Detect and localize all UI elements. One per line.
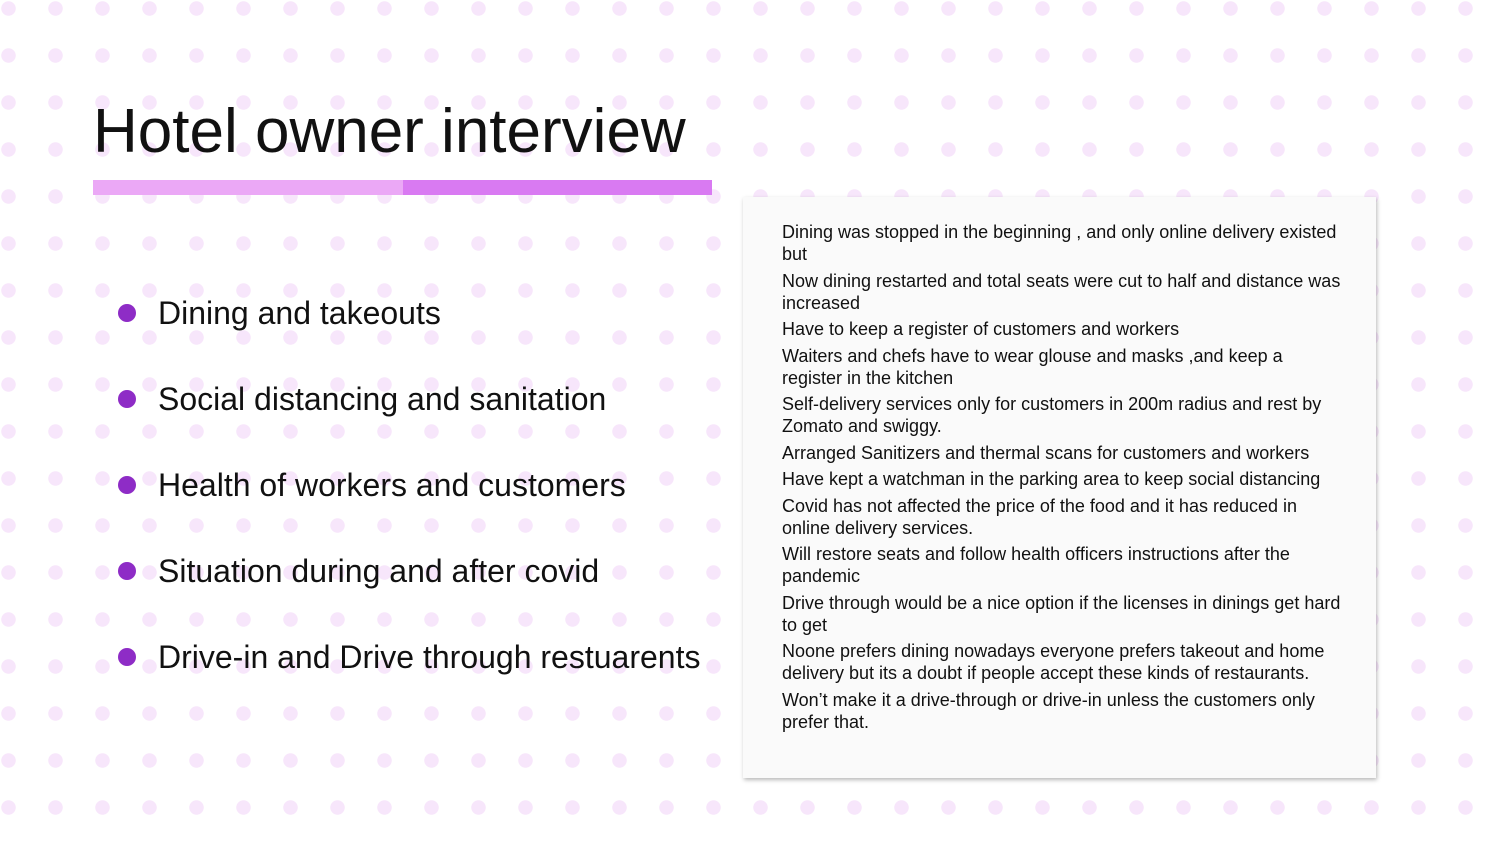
bullet-icon xyxy=(118,390,136,408)
note-item: Drive through would be a nice option if the licenses in dinings get hard to get xyxy=(782,592,1341,635)
note-item: Dining was stopped in the beginning , and only online delivery existed but xyxy=(782,222,1337,264)
note-item: Arranged Sanitizers and thermal scans for customers and workers xyxy=(782,442,1310,463)
interview-notes-card xyxy=(743,197,1376,778)
topic-label: Dining and takeouts xyxy=(158,294,441,331)
note-item: Will restore seats and follow health officers instructions after the pandemic xyxy=(782,544,1290,586)
topic-item xyxy=(118,356,700,442)
note-item: Self-delivery services only for customers in 200m radius and rest by Zomato and swiggy. xyxy=(782,394,1322,436)
underline-dark-segment xyxy=(403,180,712,195)
topic-list xyxy=(118,270,700,700)
note-item: Have to keep a register of customers and workers xyxy=(782,319,1180,339)
bullet-icon xyxy=(118,476,136,494)
topic-label: Health of workers and customers xyxy=(158,466,626,503)
bullet-icon xyxy=(118,648,136,666)
bullet-icon xyxy=(118,562,136,580)
note-item: Have kept a watchman in the parking area to keep social distancing xyxy=(782,469,1321,489)
notes-list xyxy=(782,221,1346,733)
topic-item xyxy=(118,442,700,528)
note-item: Covid has not affected the price of the food and it has reduced in online delivery services. xyxy=(782,495,1298,538)
bullet-icon xyxy=(118,304,136,322)
slide-title: Hotel owner interview xyxy=(93,97,686,166)
topic-item xyxy=(118,528,700,614)
topic-label: Drive-in and Drive through restuarents xyxy=(158,638,701,675)
title-underline xyxy=(93,180,712,195)
topic-item xyxy=(118,270,700,356)
note-item: Now dining restarted and total seats were cut to half and distance was increased xyxy=(782,270,1341,313)
note-item: Waiters and chefs have to wear glouse and masks ,and keep a register in the kitchen xyxy=(782,345,1283,388)
topic-item xyxy=(118,614,700,700)
topic-label: Social distancing and sanitation xyxy=(158,380,607,417)
underline-light-segment xyxy=(93,180,403,195)
topic-label: Situation during and after covid xyxy=(158,552,600,589)
note-item: Won’t make it a drive-through or drive-in unless the customers only prefer that. xyxy=(782,689,1315,732)
note-item: Noone prefers dining nowadays everyone prefers takeout and home delivery but its a doubt if people accept these kinds of restaurants. xyxy=(782,641,1325,683)
